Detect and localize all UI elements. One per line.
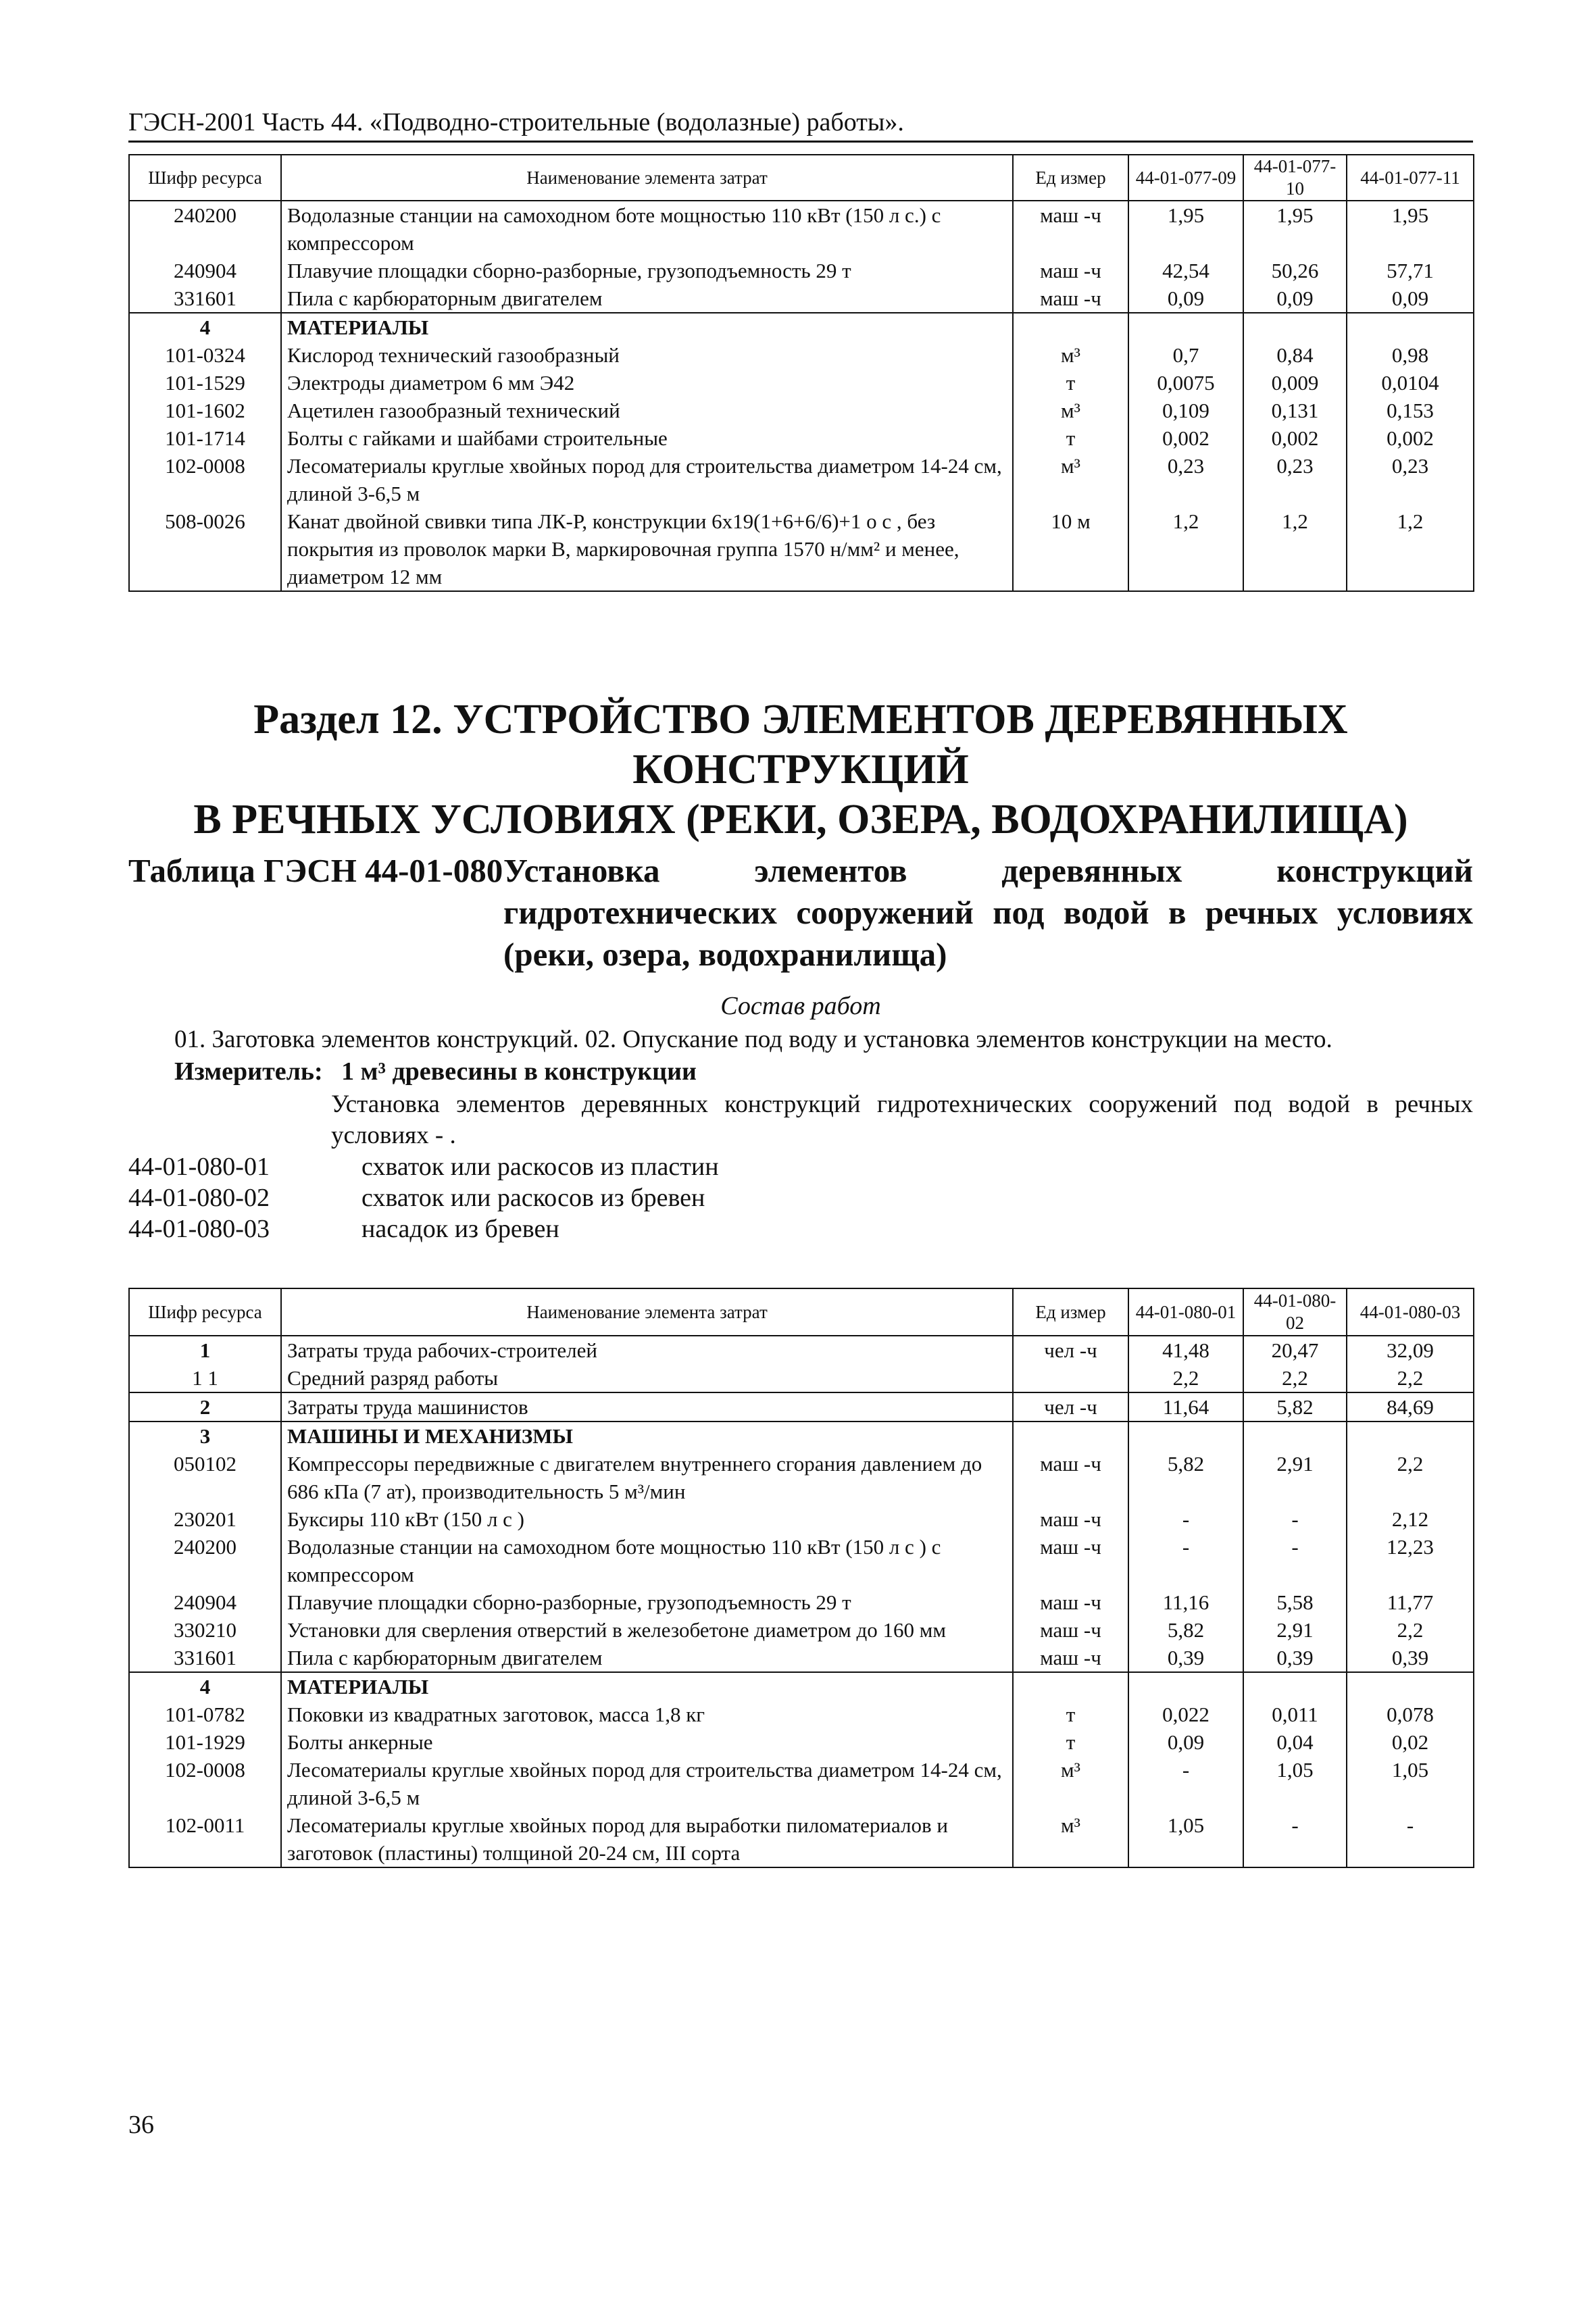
resource-name: Пила с карбюраторным двигателем: [281, 284, 1013, 313]
resource-name: Болты анкерные: [281, 1728, 1013, 1756]
norm-value: 0,39: [1243, 1644, 1347, 1672]
norm-value: 2,91: [1243, 1450, 1347, 1505]
resource-name: Установки для сверления отверстий в железобетоне диаметром до 160 мм: [281, 1616, 1013, 1644]
table-row: [129, 201, 1474, 257]
norm-value: -: [1347, 1811, 1474, 1867]
norm-value: 0,09: [1128, 284, 1243, 313]
norm-value: 1,05: [1347, 1756, 1474, 1811]
norm-variant: [128, 1182, 1473, 1213]
resource-name: Электроды диаметром 6 мм Э42: [281, 369, 1013, 397]
norm-value: 11,64: [1128, 1392, 1243, 1422]
norm-table-title: [128, 850, 1473, 976]
norm-value: 20,47: [1243, 1336, 1347, 1364]
resource-code: 101-0782: [129, 1701, 281, 1728]
norm-value: 5,82: [1243, 1392, 1347, 1422]
norm-value: 1,05: [1128, 1811, 1243, 1867]
norm-value: 0,09: [1347, 284, 1474, 313]
norm-value: 0,98: [1347, 341, 1474, 369]
norm-value: -: [1243, 1533, 1347, 1588]
installation-text: Установка элементов деревянных конструкций гидротехнических сооружений под водой в речных условиях - .: [331, 1090, 1473, 1149]
col-header-norm-2: 44-01-077-10: [1243, 155, 1347, 201]
resource-table-2: [128, 1288, 1474, 1868]
resource-name: Поковки из квадратных заготовок, масса 1,8 кг: [281, 1701, 1013, 1728]
resource-code: 1 1: [129, 1364, 281, 1392]
norm-value: 84,69: [1347, 1392, 1474, 1422]
norm-value: 0,002: [1347, 424, 1474, 452]
table-row: [129, 1616, 1474, 1644]
resource-name: Компрессоры передвижные с двигателем внутреннего сгорания давлением до 686 кПа (7 ат), производительность 5 м³/мин: [281, 1450, 1013, 1505]
resource-code: 508-0026: [129, 507, 281, 591]
resource-code: 102-0011: [129, 1811, 281, 1867]
norm-value: 1,2: [1243, 507, 1347, 591]
norm-value: 0,39: [1128, 1644, 1243, 1672]
table-row: [129, 1392, 1474, 1422]
resource-code: 102-0008: [129, 1756, 281, 1811]
norm-value: 41,48: [1128, 1336, 1243, 1364]
resource-name: Водолазные станции на самоходном боте мощностью 110 кВт (150 л с.) с компрессором: [281, 201, 1013, 257]
measure-value: 1 м³ древесины в конструкции: [341, 1057, 697, 1086]
group-code: 4: [129, 313, 281, 341]
norm-value: 0,39: [1347, 1644, 1474, 1672]
norm-value: 0,022: [1128, 1701, 1243, 1728]
norm-value: 0,23: [1347, 452, 1474, 507]
resource-unit: чел -ч: [1013, 1392, 1128, 1422]
col-header-norm-1: 44-01-077-09: [1128, 155, 1243, 201]
page-number: 36: [128, 2111, 154, 2139]
group-row-machines: [129, 1422, 1474, 1450]
table-row: [129, 341, 1474, 369]
col-header-norm-2: 44-01-080-02: [1243, 1288, 1347, 1336]
table-row: [129, 1588, 1474, 1616]
norm-value: 2,91: [1243, 1616, 1347, 1644]
resource-table-1: [128, 154, 1474, 592]
resource-name: Водолазные станции на самоходном боте мощностью 110 кВт (150 л с ) с компрессором: [281, 1533, 1013, 1588]
resource-name: Кислород технический газообразный: [281, 341, 1013, 369]
norm-variant-desc: схваток или раскосов из бревен: [361, 1184, 705, 1212]
resource-code: 240904: [129, 1588, 281, 1616]
group-row-materials: [129, 313, 1474, 341]
resource-code: 2: [129, 1392, 281, 1422]
table-row: [129, 1336, 1474, 1364]
resource-unit: маш -ч: [1013, 257, 1128, 284]
resource-unit: м³: [1013, 341, 1128, 369]
norm-variant-code: 44-01-080-02: [128, 1184, 270, 1212]
col-header-name: Наименование элемента затрат: [281, 155, 1013, 201]
resource-code: 330210: [129, 1616, 281, 1644]
norm-variant: [128, 1151, 1473, 1182]
table-row: [129, 397, 1474, 424]
col-header-unit: Ед измер: [1013, 155, 1128, 201]
norm-variant-code: 44-01-080-01: [128, 1153, 270, 1181]
resource-name: Буксиры 110 кВт (150 л с ): [281, 1505, 1013, 1533]
resource-unit: т: [1013, 424, 1128, 452]
resource-name: Лесоматериалы круглые хвойных пород для выработки пиломатериалов и заготовок (пластины) толщиной 20-24 см, III сорта: [281, 1811, 1013, 1867]
resource-code: 230201: [129, 1505, 281, 1533]
norm-variant-desc: схваток или раскосов из пластин: [361, 1153, 719, 1181]
resource-name: Лесоматериалы круглые хвойных пород для строительства диаметром 14-24 см, длиной 3-6,5 м: [281, 1756, 1013, 1811]
norm-value: -: [1128, 1756, 1243, 1811]
resource-code: 101-1602: [129, 397, 281, 424]
norm-value: 1,95: [1347, 201, 1474, 257]
col-header-code: Шифр ресурса: [129, 155, 281, 201]
norm-variant: [128, 1213, 1473, 1244]
table-row: [129, 1701, 1474, 1728]
resource-unit: маш -ч: [1013, 284, 1128, 313]
norm-table-title-text: Установка элементов деревянных конструкций гидротехнических сооружений под водой в речных условиях (реки, озера, водохранилища): [503, 852, 1473, 973]
col-header-norm-1: 44-01-080-01: [1128, 1288, 1243, 1336]
table-row: [129, 1364, 1474, 1392]
norm-value: 0,153: [1347, 397, 1474, 424]
resource-unit: маш -ч: [1013, 201, 1128, 257]
norm-value: 5,82: [1128, 1450, 1243, 1505]
table-row: [129, 284, 1474, 313]
norm-value: 1,05: [1243, 1756, 1347, 1811]
resource-name: Плавучие площадки сборно-разборные, грузоподъемность 29 т: [281, 1588, 1013, 1616]
table-row: [129, 424, 1474, 452]
table-row: [129, 1450, 1474, 1505]
running-header: ГЭСН-2001 Часть 44. «Подводно-строительные (водолазные) работы».: [128, 107, 1473, 143]
col-header-code: Шифр ресурса: [129, 1288, 281, 1336]
group-name: МАШИНЫ И МЕХАНИЗМЫ: [281, 1422, 1013, 1450]
work-composition-text: 01. Заготовка элементов конструкций. 02. Опускание под воду и установка элементов конструкции на место.: [174, 1026, 1332, 1053]
resource-code: 240200: [129, 1533, 281, 1588]
resource-unit: маш -ч: [1013, 1588, 1128, 1616]
col-header-name: Наименование элемента затрат: [281, 1288, 1013, 1336]
table-row: [129, 1644, 1474, 1672]
norm-value: 0,84: [1243, 341, 1347, 369]
col-header-norm-3: 44-01-080-03: [1347, 1288, 1474, 1336]
resource-code: 331601: [129, 1644, 281, 1672]
norm-value: 50,26: [1243, 257, 1347, 284]
norm-value: 1,95: [1243, 201, 1347, 257]
table-row: [129, 507, 1474, 591]
norm-value: 1,2: [1347, 507, 1474, 591]
norm-value: 0,0075: [1128, 369, 1243, 397]
norm-value: 0,7: [1128, 341, 1243, 369]
table-row: [129, 1728, 1474, 1756]
norm-value: 57,71: [1347, 257, 1474, 284]
norm-value: 2,12: [1347, 1505, 1474, 1533]
measure-line: [174, 1056, 1473, 1087]
resource-unit: т: [1013, 1701, 1128, 1728]
norm-variant-code: 44-01-080-03: [128, 1215, 270, 1243]
resource-unit: м³: [1013, 1756, 1128, 1811]
norm-value: 0,109: [1128, 397, 1243, 424]
resource-code: 240904: [129, 257, 281, 284]
norm-value: 2,2: [1347, 1450, 1474, 1505]
resource-unit: чел -ч: [1013, 1336, 1128, 1364]
norm-variant-desc: насадок из бревен: [361, 1215, 559, 1243]
resource-name: Лесоматериалы круглые хвойных пород для строительства диаметром 14-24 см, длиной 3-6,5 м: [281, 452, 1013, 507]
resource-name: Плавучие площадки сборно-разборные, грузоподъемность 29 т: [281, 257, 1013, 284]
resource-code: 102-0008: [129, 452, 281, 507]
norm-value: 0,09: [1128, 1728, 1243, 1756]
table-row: [129, 1811, 1474, 1867]
group-code: 3: [129, 1422, 281, 1450]
group-name: МАТЕРИАЛЫ: [281, 313, 1013, 341]
norm-value: 11,16: [1128, 1588, 1243, 1616]
table-row: [129, 369, 1474, 397]
resource-code: 101-1929: [129, 1728, 281, 1756]
resource-unit: т: [1013, 369, 1128, 397]
resource-code: 101-1529: [129, 369, 281, 397]
norm-value: 0,078: [1347, 1701, 1474, 1728]
resource-name: Ацетилен газообразный технический: [281, 397, 1013, 424]
resource-unit: т: [1013, 1728, 1128, 1756]
section-heading: [128, 695, 1473, 845]
resource-code: 050102: [129, 1450, 281, 1505]
table-row: [129, 1505, 1474, 1533]
resource-code: 101-0324: [129, 341, 281, 369]
norm-value: -: [1243, 1505, 1347, 1533]
col-header-unit: Ед измер: [1013, 1288, 1128, 1336]
norm-value: 2,2: [1347, 1364, 1474, 1392]
norm-value: 2,2: [1243, 1364, 1347, 1392]
work-composition-title: Состав работ: [720, 992, 881, 1020]
table-row: [129, 257, 1474, 284]
group-row-materials: [129, 1672, 1474, 1701]
norm-value: 42,54: [1128, 257, 1243, 284]
resource-unit: маш -ч: [1013, 1644, 1128, 1672]
norm-value: 0,02: [1347, 1728, 1474, 1756]
table-row: [129, 1533, 1474, 1588]
resource-code: 240200: [129, 201, 281, 257]
norm-value: 0,09: [1243, 284, 1347, 313]
resource-unit: 10 м: [1013, 507, 1128, 591]
resource-name: Болты с гайками и шайбами строительные: [281, 424, 1013, 452]
norm-value: 0,0104: [1347, 369, 1474, 397]
table-row: [129, 1756, 1474, 1811]
norm-table-title-lead: Таблица ГЭСН 44-01-080: [128, 852, 503, 889]
resource-name: Затраты труда машинистов: [281, 1392, 1013, 1422]
norm-value: 2,2: [1128, 1364, 1243, 1392]
norm-value: 0,009: [1243, 369, 1347, 397]
norm-value: -: [1243, 1811, 1347, 1867]
resource-code: 1: [129, 1336, 281, 1364]
norm-value: -: [1128, 1533, 1243, 1588]
norm-value: 2,2: [1347, 1616, 1474, 1644]
resource-unit: маш -ч: [1013, 1450, 1128, 1505]
norm-value: 5,58: [1243, 1588, 1347, 1616]
norm-value: 1,95: [1128, 201, 1243, 257]
resource-unit: м³: [1013, 1811, 1128, 1867]
resource-unit: маш -ч: [1013, 1616, 1128, 1644]
resource-code: 331601: [129, 284, 281, 313]
norm-value: 0,002: [1128, 424, 1243, 452]
resource-unit: маш -ч: [1013, 1533, 1128, 1588]
resource-name: Канат двойной свивки типа ЛК-Р, конструкции 6х19(1+6+6/6)+1 о с , без покрытия из проволок марки В, маркировочная группа 1570 н/мм² и менее, диаметром 12 мм: [281, 507, 1013, 591]
resource-unit: м³: [1013, 397, 1128, 424]
norm-value: 0,002: [1243, 424, 1347, 452]
norm-value: 0,011: [1243, 1701, 1347, 1728]
resource-name: Затраты труда рабочих-строителей: [281, 1336, 1013, 1364]
table-row: [129, 452, 1474, 507]
norm-value: 0,04: [1243, 1728, 1347, 1756]
norm-value: 1,2: [1128, 507, 1243, 591]
section-heading-line-1: Раздел 12. УСТРОЙСТВО ЭЛЕМЕНТОВ ДЕРЕВЯННЫХ КОНСТРУКЦИЙ: [253, 697, 1348, 793]
resource-unit: маш -ч: [1013, 1505, 1128, 1533]
resource-name: Средний разряд работы: [281, 1364, 1013, 1392]
norm-value: 0,23: [1243, 452, 1347, 507]
resource-name: Пила с карбюраторным двигателем: [281, 1644, 1013, 1672]
norm-value: 0,131: [1243, 397, 1347, 424]
resource-unit: м³: [1013, 452, 1128, 507]
section-heading-line-2: В РЕЧНЫХ УСЛОВИЯХ (РЕКИ, ОЗЕРА, ВОДОХРАНИЛИЩА): [193, 797, 1408, 842]
measure-label: Измеритель:: [174, 1057, 323, 1086]
norm-value: 12,23: [1347, 1533, 1474, 1588]
col-header-norm-3: 44-01-077-11: [1347, 155, 1474, 201]
norm-value: 5,82: [1128, 1616, 1243, 1644]
norm-value: 11,77: [1347, 1588, 1474, 1616]
norm-value: -: [1128, 1505, 1243, 1533]
resource-code: 101-1714: [129, 424, 281, 452]
norm-value: 0,23: [1128, 452, 1243, 507]
resource-unit: [1013, 1364, 1128, 1392]
group-name: МАТЕРИАЛЫ: [281, 1672, 1013, 1701]
group-code: 4: [129, 1672, 281, 1701]
norm-value: 32,09: [1347, 1336, 1474, 1364]
